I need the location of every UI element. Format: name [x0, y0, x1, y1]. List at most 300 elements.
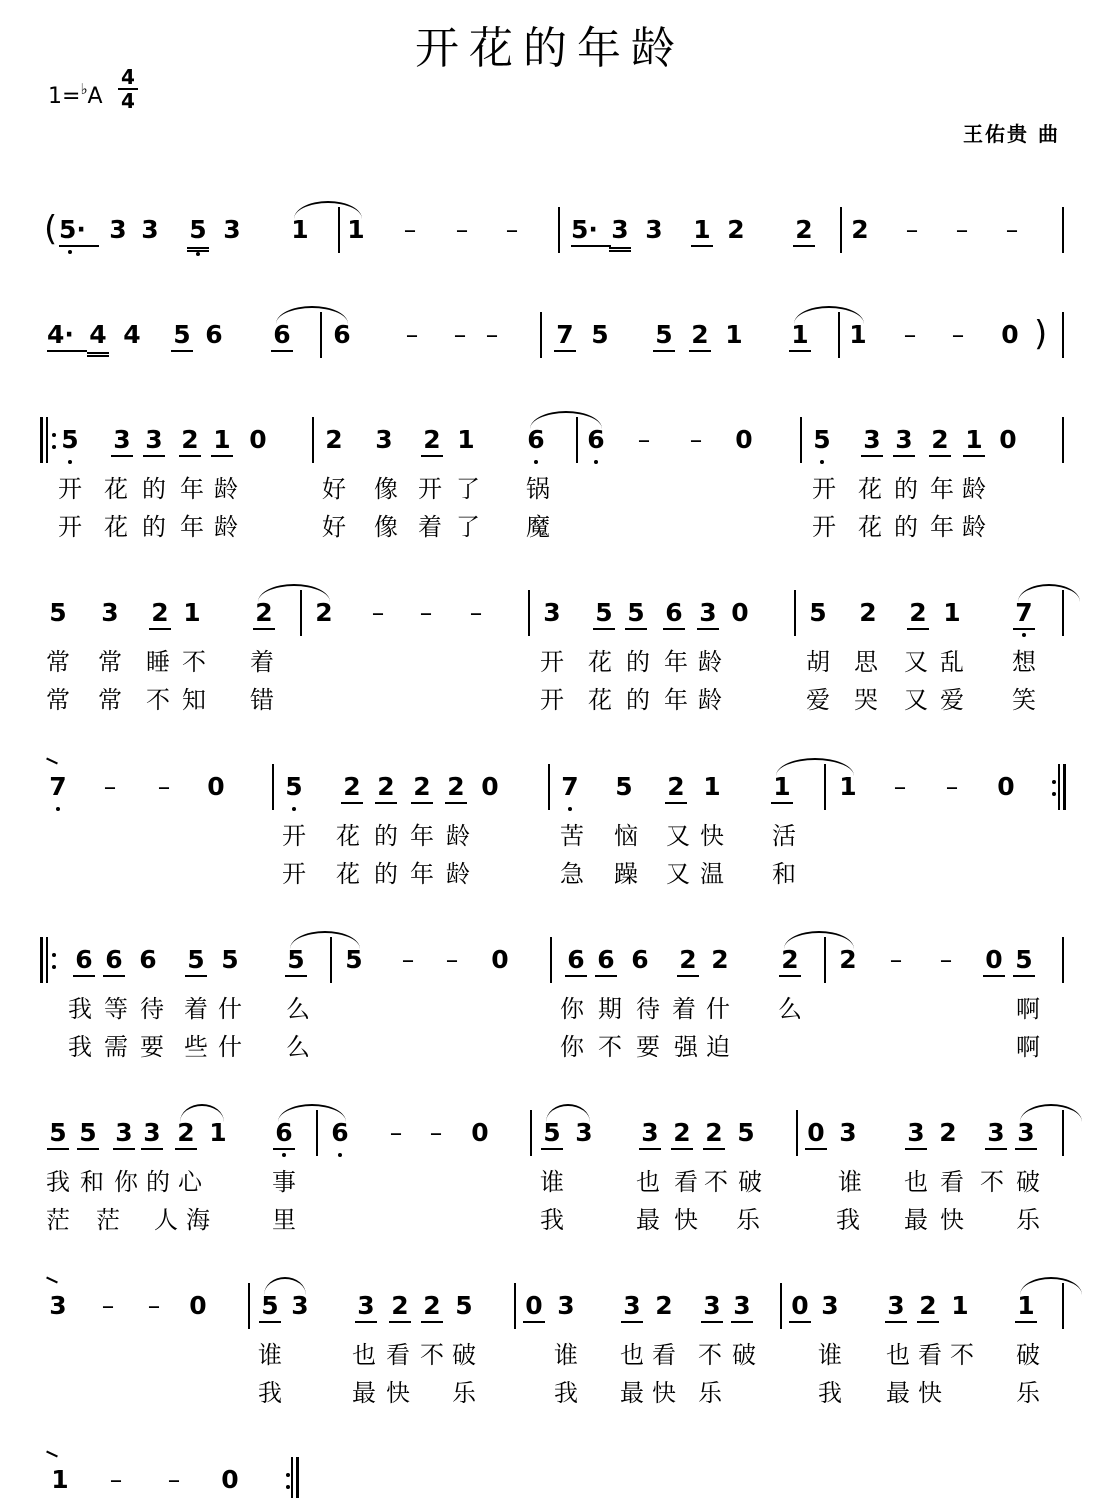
- note: 5: [653, 320, 675, 352]
- note: 0: [523, 1291, 545, 1323]
- note: 5: [625, 598, 647, 630]
- note: 1: [725, 320, 743, 349]
- lyric-syllable: 最: [886, 1379, 910, 1407]
- lyric-syllable: 龄: [446, 822, 470, 850]
- extension-dash: –: [453, 320, 467, 349]
- note: 1: [789, 320, 811, 352]
- note-row: [0, 598, 1100, 638]
- note: 6: [271, 320, 293, 352]
- score-line-6: [0, 945, 1100, 1095]
- note: 2: [703, 1118, 725, 1150]
- note: 5: [221, 945, 239, 974]
- note: 5: [187, 215, 209, 252]
- lyric-syllable: 啊: [1016, 1033, 1040, 1061]
- note: 3: [375, 425, 393, 454]
- extension-dash: –: [103, 772, 117, 801]
- note: 0: [207, 772, 225, 801]
- lyric-syllable: 不: [182, 648, 206, 676]
- note: 3: [645, 215, 663, 244]
- lyric-syllable: 看: [918, 1341, 942, 1369]
- tie-arc: [294, 201, 362, 219]
- note-row: [0, 945, 1100, 985]
- lyric-syllable: 快: [674, 1206, 698, 1234]
- lyric-syllable: 年: [410, 860, 434, 888]
- lyric-syllable: 期: [598, 995, 622, 1023]
- lyric-row-v2: [0, 1200, 1100, 1234]
- extension-dash: –: [689, 425, 703, 454]
- barline: [1062, 312, 1064, 358]
- extension-dash: –: [889, 945, 903, 974]
- barline: [780, 1283, 782, 1329]
- lyric-syllable: 快: [700, 822, 724, 850]
- lyric-syllable: 海: [186, 1206, 210, 1234]
- note: 6: [103, 945, 125, 977]
- lyric-syllable: 急: [560, 860, 584, 888]
- note: 2: [939, 1118, 957, 1147]
- note: 5: [541, 1118, 563, 1150]
- repeat-dot: [52, 445, 56, 449]
- lyric-syllable: 龄: [962, 513, 986, 541]
- note: 1: [1015, 1291, 1037, 1323]
- lyric-syllable: 花: [588, 686, 612, 714]
- lyric-syllable: 开: [58, 475, 82, 503]
- open-parenthesis: (: [44, 209, 58, 249]
- barline: [550, 937, 552, 983]
- extension-dash: –: [505, 215, 519, 244]
- extension-dash: –: [405, 320, 419, 349]
- note: 3: [861, 425, 883, 457]
- lyric-syllable: 谁: [838, 1168, 862, 1196]
- lyric-syllable: 也: [636, 1168, 660, 1196]
- lyric-syllable: 常: [98, 686, 122, 714]
- lyric-syllable: 着: [672, 995, 696, 1023]
- lyric-syllable: 花: [858, 513, 882, 541]
- note: 4·: [47, 320, 87, 352]
- tie-arc: [776, 758, 854, 776]
- lyric-syllable: 么: [286, 1033, 310, 1061]
- note: 5: [77, 1118, 99, 1150]
- note: 1: [849, 320, 867, 349]
- lyric-syllable: 么: [778, 995, 802, 1023]
- lyric-syllable: 你: [560, 1033, 584, 1061]
- tie-arc: [278, 1104, 346, 1122]
- lyric-syllable: 花: [104, 475, 128, 503]
- lyric-syllable: 知: [182, 686, 206, 714]
- note: 2: [839, 945, 857, 974]
- lyric-syllable: 么: [286, 995, 310, 1023]
- lyric-syllable: 谁: [554, 1341, 578, 1369]
- note: 5: [455, 1291, 473, 1320]
- barline: [248, 1283, 250, 1329]
- lyric-row-v1: [0, 816, 1100, 850]
- lyric-syllable: 事: [272, 1168, 296, 1196]
- note: 2: [375, 772, 397, 804]
- note: 6: [631, 945, 649, 974]
- barline: [540, 312, 542, 358]
- lyric-syllable: 些: [184, 1033, 208, 1061]
- lyric-syllable: 年: [664, 648, 688, 676]
- note: 2: [677, 945, 699, 977]
- lyric-syllable: 思: [854, 648, 878, 676]
- note: 3: [701, 1291, 723, 1323]
- lyric-syllable: 开: [282, 860, 306, 888]
- lyric-row-v2: [0, 854, 1100, 888]
- note: 3: [101, 598, 119, 627]
- lyric-syllable: 不: [980, 1168, 1004, 1196]
- note: 7: [1013, 598, 1035, 630]
- note: 1: [347, 215, 365, 244]
- extension-dash: –: [905, 215, 919, 244]
- note: 5: [593, 598, 615, 630]
- lyric-syllable: 不: [950, 1341, 974, 1369]
- extension-dash: –: [419, 598, 433, 627]
- repeat-start-thin: [46, 417, 48, 463]
- extension-dash: –: [389, 1118, 403, 1147]
- note: 3: [621, 1291, 643, 1323]
- note: 0: [983, 945, 1005, 977]
- flat-sign: ♭: [80, 80, 88, 98]
- lyric-syllable: 的: [142, 513, 166, 541]
- lyric-syllable: 人: [154, 1206, 178, 1234]
- note: 3: [697, 598, 719, 630]
- note-row: [0, 425, 1100, 465]
- note: 1: [943, 598, 961, 627]
- tie-arc: [290, 931, 360, 949]
- lyric-row-v2: [0, 680, 1100, 714]
- lyric-syllable: 睡: [146, 648, 170, 676]
- lyric-syllable: 笑: [1012, 686, 1036, 714]
- barline: [840, 207, 842, 253]
- lyric-syllable: 快: [918, 1379, 942, 1407]
- lyric-syllable: 乐: [698, 1379, 722, 1407]
- note: 2: [859, 598, 877, 627]
- lyric-syllable: 又: [904, 648, 928, 676]
- lyric-syllable: 活: [772, 822, 796, 850]
- note: 0: [735, 425, 753, 454]
- barline: [312, 417, 314, 463]
- lyric-syllable: 开: [812, 513, 836, 541]
- note: 5·: [59, 215, 99, 247]
- note: 5: [49, 598, 67, 627]
- lyric-syllable: 乐: [1016, 1206, 1040, 1234]
- note: 2: [149, 598, 171, 630]
- lyric-syllable: 不: [704, 1168, 728, 1196]
- lyric-syllable: 待: [140, 995, 164, 1023]
- lyric-syllable: 里: [272, 1206, 296, 1234]
- note: 2: [917, 1291, 939, 1323]
- extension-dash: –: [939, 945, 953, 974]
- lyric-syllable: 开: [58, 513, 82, 541]
- barline: [1062, 417, 1064, 463]
- lyric-row-v1: [0, 989, 1100, 1023]
- note: 3: [543, 598, 561, 627]
- lyric-syllable: 的: [374, 822, 398, 850]
- repeat-dot: [1052, 792, 1056, 796]
- score-line-7: [0, 1118, 1100, 1268]
- lyric-syllable: 花: [336, 822, 360, 850]
- lyric-syllable: 龄: [214, 513, 238, 541]
- lyric-syllable: 年: [180, 475, 204, 503]
- note: 6: [329, 1118, 351, 1148]
- extension-dash: –: [147, 1291, 161, 1320]
- lyric-syllable: 爱: [806, 686, 830, 714]
- time-signature-bottom: 4: [118, 88, 138, 112]
- lyric-syllable: 像: [374, 513, 398, 541]
- lyric-row-v1: [0, 469, 1100, 503]
- note: 5: [809, 598, 827, 627]
- lyric-syllable: 胡: [806, 648, 830, 676]
- note: 7: [559, 772, 581, 802]
- note: 2: [727, 215, 745, 244]
- note: 6: [205, 320, 223, 349]
- tie-arc: [1018, 584, 1080, 602]
- barline: [530, 1110, 532, 1156]
- tie-arc: [264, 1277, 306, 1295]
- lyric-syllable: 你: [114, 1168, 138, 1196]
- note: 1: [963, 425, 985, 457]
- lyric-syllable: 看: [652, 1341, 676, 1369]
- note: 2: [179, 425, 201, 457]
- tie-arc: [1020, 1277, 1082, 1295]
- tie-arc: [784, 931, 854, 949]
- note: 2: [175, 1118, 197, 1150]
- lyric-syllable: 看: [386, 1341, 410, 1369]
- extension-dash: –: [951, 320, 965, 349]
- lyric-syllable: 开: [812, 475, 836, 503]
- note: 2: [389, 1291, 411, 1323]
- note: 5: [59, 425, 81, 455]
- note: 2: [665, 772, 687, 804]
- note: 5: [283, 772, 305, 802]
- note: 3: [111, 425, 133, 457]
- lyric-syllable: 待: [636, 995, 660, 1023]
- lyric-syllable: 恼: [614, 822, 638, 850]
- score-line-5: [0, 772, 1100, 922]
- lyric-row-v2: [0, 1373, 1100, 1407]
- note: 2: [929, 425, 951, 457]
- note: 3: [885, 1291, 907, 1323]
- lyric-syllable: 开: [282, 822, 306, 850]
- extension-dash: –: [109, 1465, 123, 1494]
- lyric-syllable: 强: [674, 1033, 698, 1061]
- lyric-syllable: 快: [652, 1379, 676, 1407]
- note: 5: [591, 320, 609, 349]
- note: 2: [421, 1291, 443, 1323]
- repeat-start-thin: [46, 937, 48, 983]
- lyric-syllable: 着: [250, 648, 274, 676]
- composer-credit: 王佑贵 曲: [963, 122, 1060, 146]
- extension-dash: –: [637, 425, 651, 454]
- lyric-syllable: 要: [140, 1033, 164, 1061]
- close-parenthesis: ): [1034, 314, 1048, 354]
- tie-continuation-mark: [46, 1277, 58, 1284]
- barline: [794, 590, 796, 636]
- note-row: [0, 209, 1100, 255]
- lyric-row-v1: [0, 642, 1100, 676]
- note: 3: [821, 1291, 839, 1320]
- note: 0: [805, 1118, 827, 1150]
- note: 0: [1001, 320, 1019, 349]
- note: 0: [471, 1118, 489, 1147]
- tie-arc: [546, 1104, 590, 1122]
- note: 0: [491, 945, 509, 974]
- note: 6: [525, 425, 547, 455]
- lyric-syllable: 常: [46, 648, 70, 676]
- lyric-syllable: 的: [894, 513, 918, 541]
- repeat-dot: [52, 953, 56, 957]
- lyric-syllable: 乐: [452, 1379, 476, 1407]
- lyric-syllable: 我: [68, 995, 92, 1023]
- lyric-syllable: 错: [250, 686, 274, 714]
- barline: [796, 1110, 798, 1156]
- note: 5·: [571, 215, 611, 247]
- lyric-syllable: 谁: [818, 1341, 842, 1369]
- lyric-syllable: 不: [698, 1341, 722, 1369]
- lyric-syllable: 我: [46, 1168, 70, 1196]
- repeat-start-thick: [40, 417, 43, 463]
- note: 3: [985, 1118, 1007, 1150]
- tie-arc: [180, 1104, 224, 1122]
- note: 2: [851, 215, 869, 244]
- score-line-8: [0, 1291, 1100, 1441]
- lyric-syllable: 开: [540, 686, 564, 714]
- lyric-syllable: 最: [904, 1206, 928, 1234]
- lyric-syllable: 谁: [258, 1341, 282, 1369]
- note: 2: [253, 598, 275, 630]
- lyric-syllable: 我: [540, 1206, 564, 1234]
- note: 3: [1015, 1118, 1037, 1150]
- note: 0: [999, 425, 1017, 454]
- lyric-syllable: 破: [452, 1341, 476, 1369]
- lyric-syllable: 的: [894, 475, 918, 503]
- note: 3: [839, 1118, 857, 1147]
- lyric-row-v1: [0, 1162, 1100, 1196]
- tie-continuation-mark: [46, 758, 58, 765]
- lyric-syllable: 和: [80, 1168, 104, 1196]
- lyric-syllable: 破: [732, 1341, 756, 1369]
- lyric-syllable: 破: [1016, 1168, 1040, 1196]
- lyric-syllable: 需: [104, 1033, 128, 1061]
- lyric-syllable: 了: [456, 475, 480, 503]
- lyric-syllable: 常: [98, 648, 122, 676]
- lyric-syllable: 也: [352, 1341, 376, 1369]
- lyric-syllable: 也: [904, 1168, 928, 1196]
- lyric-syllable: 什: [218, 995, 242, 1023]
- lyric-syllable: 等: [104, 995, 128, 1023]
- note: 3: [731, 1291, 753, 1323]
- score-line-4: [0, 598, 1100, 748]
- lyric-syllable: 心: [178, 1168, 202, 1196]
- lyric-syllable: 锅: [526, 475, 550, 503]
- lyric-syllable: 的: [142, 475, 166, 503]
- lyric-row-v2: [0, 1027, 1100, 1061]
- lyric-syllable: 不: [420, 1341, 444, 1369]
- note: 6: [595, 945, 617, 977]
- extension-dash: –: [485, 320, 499, 349]
- lyric-syllable: 又: [904, 686, 928, 714]
- note: 6: [139, 945, 157, 974]
- tie-arc: [1020, 1104, 1082, 1122]
- lyric-syllable: 最: [620, 1379, 644, 1407]
- barline: [548, 764, 550, 810]
- note: 1: [691, 215, 713, 247]
- lyric-syllable: 破: [738, 1168, 762, 1196]
- note: 1: [291, 215, 309, 244]
- extension-dash: –: [1005, 215, 1019, 244]
- note: 3: [639, 1118, 661, 1150]
- lyric-syllable: 啊: [1016, 995, 1040, 1023]
- lyric-syllable: 好: [322, 513, 346, 541]
- note: 0: [221, 1465, 239, 1494]
- extension-dash: –: [455, 215, 469, 244]
- tie-continuation-mark: [46, 1451, 58, 1458]
- time-signature: [118, 66, 138, 112]
- note: 6: [73, 945, 95, 977]
- lyric-syllable: 苦: [560, 822, 584, 850]
- lyric-syllable: 我: [258, 1379, 282, 1407]
- repeat-dot: [52, 433, 56, 437]
- note: 3: [291, 1291, 309, 1320]
- note: 3: [113, 1118, 135, 1150]
- lyric-syllable: 花: [588, 648, 612, 676]
- note: 5: [615, 772, 633, 801]
- lyric-syllable: 龄: [698, 686, 722, 714]
- lyric-syllable: 不: [598, 1033, 622, 1061]
- note: 4: [87, 320, 109, 357]
- lyric-syllable: 花: [858, 475, 882, 503]
- lyric-syllable: 年: [930, 475, 954, 503]
- extension-dash: –: [955, 215, 969, 244]
- note: 2: [655, 1291, 673, 1320]
- lyric-syllable: 开: [540, 648, 564, 676]
- note: 3: [355, 1291, 377, 1323]
- repeat-end-thick: [296, 1457, 299, 1498]
- lyric-syllable: 想: [1012, 648, 1036, 676]
- time-signature-top: 4: [121, 65, 135, 89]
- barline: [272, 764, 274, 810]
- repeat-dot: [286, 1485, 290, 1489]
- lyric-row-v1: [0, 1335, 1100, 1369]
- lyric-syllable: 最: [636, 1206, 660, 1234]
- lyric-syllable: 的: [626, 686, 650, 714]
- lyric-syllable: 龄: [698, 648, 722, 676]
- tie-arc: [258, 584, 330, 602]
- note: 0: [731, 598, 749, 627]
- extension-dash: –: [371, 598, 385, 627]
- lyric-syllable: 着: [184, 995, 208, 1023]
- score-line-3: [0, 425, 1100, 575]
- note: 1: [209, 1118, 227, 1147]
- note: 0: [997, 772, 1015, 801]
- note: 2: [315, 598, 333, 627]
- lyric-syllable: 快: [940, 1206, 964, 1234]
- repeat-end-thin: [1058, 764, 1060, 810]
- lyric-syllable: 爱: [940, 686, 964, 714]
- song-title: 开花的年龄: [415, 23, 685, 74]
- lyric-syllable: 开: [418, 475, 442, 503]
- lyric-syllable: 我: [554, 1379, 578, 1407]
- repeat-start-thick: [40, 937, 43, 983]
- note: 7: [554, 320, 576, 352]
- note: 1: [51, 1465, 69, 1494]
- barline: [528, 590, 530, 636]
- note: 1: [457, 425, 475, 454]
- note: 3: [143, 425, 165, 457]
- note: 2: [711, 945, 729, 974]
- extension-dash: –: [403, 215, 417, 244]
- lyric-syllable: 茫: [96, 1206, 120, 1234]
- lyric-syllable: 茫: [46, 1206, 70, 1234]
